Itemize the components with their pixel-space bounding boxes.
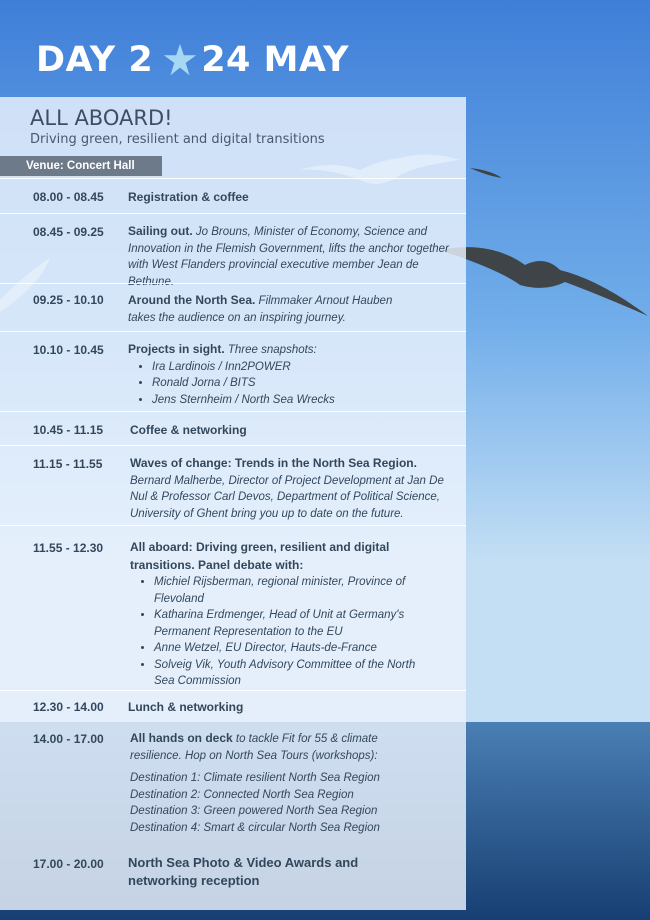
agenda-time: 17.00 - 20.00 xyxy=(33,857,104,871)
agenda-desc: Three snapshots: xyxy=(227,344,317,356)
starfish-icon xyxy=(161,41,199,79)
agenda-title: Projects in sight. xyxy=(128,342,225,356)
agenda-row xyxy=(0,525,466,690)
agenda-title: All hands on deck xyxy=(130,731,233,745)
destination-item: Destination 3: Green powered North Sea Region xyxy=(130,805,378,817)
agenda-time: 11.15 - 11.55 xyxy=(33,457,103,471)
agenda-title: Waves of change: Trends in the North Sea Region. xyxy=(130,456,417,470)
agenda-row xyxy=(0,283,466,331)
venue-badge: Venue: Concert Hall xyxy=(0,156,162,176)
agenda-title: Around the North Sea. xyxy=(128,293,256,307)
list-item: • Ira Lardinois / Inn2POWER xyxy=(152,359,453,376)
agenda-time: 14.00 - 17.00 xyxy=(33,732,104,746)
agenda-desc: Jo Brouns, Minister of Economy, Science and Innovation in the Flemish Government, lifts the anchor together with West Flanders provincial executive member Jean de Bethune. xyxy=(128,226,449,288)
agenda-time: 08.00 - 08.45 xyxy=(33,190,104,204)
section-subtitle: Driving green, resilient and digital transitions xyxy=(30,132,325,147)
day-title xyxy=(36,40,349,80)
agenda-title: Coffee & networking xyxy=(130,423,247,437)
agenda-row xyxy=(0,445,466,525)
agenda-desc: to tackle Fit for 55 & climate resilience. Hop on North Sea Tours (workshops): xyxy=(130,733,378,762)
agenda-title: Lunch & networking xyxy=(128,700,244,714)
section-title: ALL ABOARD! xyxy=(30,106,173,130)
agenda-content xyxy=(130,539,430,690)
list-item: • Michiel Rijsberman, regional minister, Province of Flevoland xyxy=(154,574,430,607)
agenda-list xyxy=(128,359,453,409)
agenda-time: 08.45 - 09.25 xyxy=(33,225,104,239)
agenda-title: North Sea Photo & Video Awards and networking reception xyxy=(128,855,359,888)
agenda-content xyxy=(130,422,455,440)
agenda-time: 12.30 - 14.00 xyxy=(33,700,104,714)
list-item: • Katharina Erdmenger, Head of Unit at Germany's Permanent Representation to the EU xyxy=(154,607,430,640)
agenda-title: Registration & coffee xyxy=(128,190,249,204)
destination-item: Destination 1: Climate resilient North Sea Region xyxy=(130,772,380,784)
agenda-time: 10.10 - 10.45 xyxy=(33,343,104,357)
agenda-row xyxy=(0,213,466,288)
list-item: • Anne Wetzel, EU Director, Hauts-de-France xyxy=(154,640,430,657)
list-item: • Ronald Jorna / BITS xyxy=(152,375,453,392)
agenda-content xyxy=(130,730,430,836)
agenda-content xyxy=(128,189,453,207)
agenda-list xyxy=(130,574,430,690)
list-item: • Jens Sternheim / North Sea Wrecks xyxy=(152,392,453,409)
agenda-row xyxy=(0,842,466,902)
date-label: 24 MAY xyxy=(201,40,349,80)
agenda-content xyxy=(128,223,453,290)
destination-item: Destination 4: Smart & circular North Sea Region xyxy=(130,821,380,834)
day-label: DAY 2 xyxy=(36,40,154,80)
agenda-title: Sailing out. xyxy=(128,224,193,238)
agenda-row xyxy=(0,722,466,842)
agenda-time: 10.45 - 11.15 xyxy=(33,423,104,437)
agenda-row xyxy=(0,690,466,722)
agenda-content xyxy=(130,455,455,522)
destination-item: Destination 2: Connected North Sea Region xyxy=(130,788,354,801)
list-item: • Solveig Vik, Youth Advisory Committee of the North Sea Commission xyxy=(154,657,430,690)
agenda-time: 11.55 - 12.30 xyxy=(33,541,104,555)
agenda-content xyxy=(128,292,418,326)
agenda-time: 09.25 - 10.10 xyxy=(33,293,104,307)
agenda-content xyxy=(128,699,453,717)
agenda-row xyxy=(0,178,466,213)
agenda-desc: Bernard Malherbe, Director of Project Development at Jan De Nul & Professor Carl Devos, Department of Political Science, University of Ghent bring you up to date on the future. xyxy=(130,474,444,520)
agenda-title: All aboard: Driving green, resilient and digital transitions. Panel debate with: xyxy=(130,540,390,572)
agenda-row xyxy=(0,411,466,445)
agenda-content xyxy=(128,341,453,408)
agenda-row xyxy=(0,331,466,411)
agenda-desc: Filmmaker Arnout Hauben takes the audience on an inspiring journey. xyxy=(128,295,393,324)
